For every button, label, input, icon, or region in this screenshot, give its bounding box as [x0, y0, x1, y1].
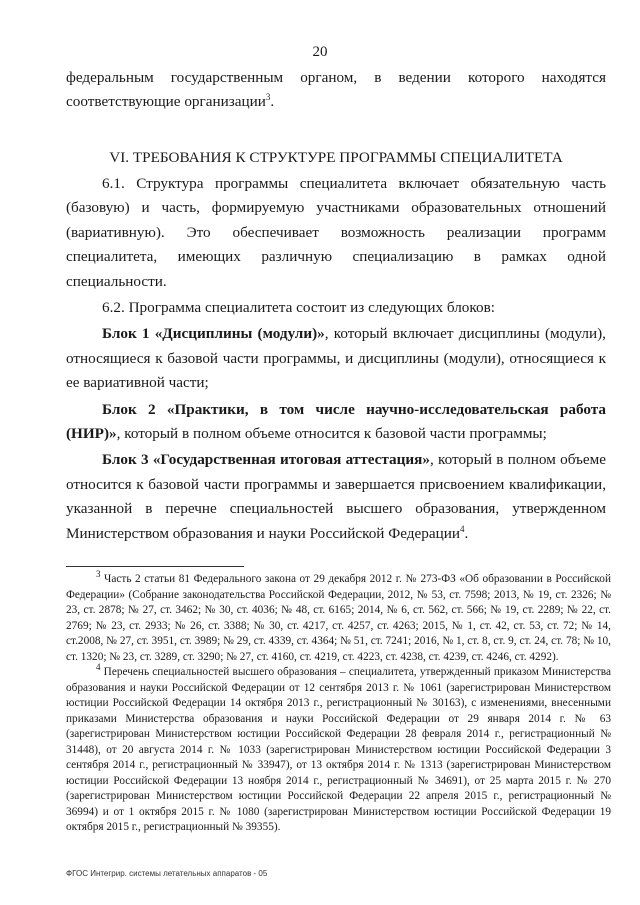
section-heading: VI. ТРЕБОВАНИЯ К СТРУКТУРЕ ПРОГРАММЫ СПЕЦИАЛИТЕТА: [109, 149, 563, 166]
block-1-title: Блок 1 «Дисциплины (модули)»: [102, 325, 325, 343]
main-body: [66, 172, 606, 546]
page-number: 20: [312, 44, 328, 60]
intro-line-2: [66, 90, 606, 114]
paragraph-6-1: 6.1. Структура программы специалитета включает обязательную часть (базовую) и часть, формируемую участниками образовательных отношений (вариативную). Это обеспечивает возможность реализации программ специалитета, имеющих различную специализацию в рамках одной специальности.: [66, 175, 606, 290]
block-3-title: Блок 3 «Государственная итоговая аттестация»: [102, 451, 430, 469]
intro-line-2-text: соответствующие организации: [66, 93, 266, 111]
intro-line-2-end: .: [270, 93, 275, 111]
intro-line-1: федеральным государственным органом, в ведении которого находятся: [66, 69, 606, 86]
block-1-paragraph: [66, 322, 606, 395]
footnote-divider: [66, 566, 244, 567]
footnote-ref-3[interactable]: 3: [265, 92, 271, 103]
footnotes: [66, 569, 611, 836]
footnote-3-mark: 3: [96, 569, 101, 580]
block-2-paragraph: [66, 398, 606, 447]
intro-paragraph: [66, 66, 606, 115]
footnote-3: [66, 569, 611, 665]
block-2-text: , который в полном объеме относится к базовой части программы;: [116, 425, 547, 443]
page-footer: ФГОС Интегрир. системы летательных аппаратов - 05: [66, 869, 268, 878]
block-3-paragraph: [66, 448, 606, 546]
block-2-title: Блок 2 «Практики, в том числе научно-исследовательская работа (НИР)»: [66, 400, 606, 443]
footnote-4-text: Перечень специальностей высшего образования – специалитета, утвержденный приказом Министерства образования и науки Российской Федерации от 12 сентября 2013 г. № 1061 (зарегистрирован Министерством юстиции Российской Федерации 14 октября 2013 г., регистрационный № 30163), с изменениями, внесенными приказами Министерства образования и науки Российской Федерации от 29 января 2014 г. № 63 (зарегистрирован Министерством юстиции Российской Федерации 28 февраля 2014 г., регистрационный № 31448), от 20 августа 2014 г. № 1033 (зарегистрирован Министерством юстиции Российской Федерации 3 сентября 2014 г., регистрационный № 33947), от 13 октября 2014 г. № 1313 (зарегистрирован Министерством юстиции Российской Федерации 13 ноября 2014 г., регистрационный № 34691), от 25 марта 2015 г. № 270 (зарегистрирован Министерством юстиции Российской Федерации 22 апреля 2015 г., регистрационный № 36994) и от 1 октября 2015 г. № 1080 (зарегистрирован Министерством юстиции Российской Федерации 19 октября 2015 г., регистрационный № 39355).: [66, 666, 611, 833]
paragraph-6-2: 6.2. Программа специалитета состоит из следующих блоков:: [102, 299, 495, 317]
footnote-ref-4[interactable]: 4: [459, 523, 465, 534]
block-3-end: .: [464, 524, 469, 542]
footnote-3-text: Часть 2 статьи 81 Федерального закона от 29 декабря 2012 г. № 273-ФЗ «Об образовании в Российской Федерации» (Собрание законодательства Российской Федерации, 2012, № 53, ст. 7598; 2013, № 19, ст. 2326; № 23, ст. 2878; № 27, ст. 3462; № 30, ст. 4036; № 48, ст. 6165; 2014, № 6, ст. 562, ст. 566; № 19, ст. 2289; № 22, ст. 2769; № 23, ст. 2933; № 26, ст. 3388; № 30, ст. 4217, ст. 4257, ст. 4263; 2015, № 1, ст. 42, ст. 53, ст. 72; № 14, ст.2008, № 27, ст. 3951, ст. 3989; № 29, ст. 4339, ст. 4364; № 51, ст. 7241; 2016, № 1, ст. 8, ст. 9, ст. 24, ст. 78; № 10, ст. 1320; № 23, ст. 3289, ст. 3290; № 27, ст. 4160, ст. 4219, ст. 4223, ст. 4238, ст. 4239, ст. 4246, ст. 4292).: [66, 573, 611, 663]
footnote-4: [66, 662, 611, 836]
block-1-text: , который включает дисциплины (модули), относящиеся к базовой части программы, и дисциплины (модули), относящиеся к ее вариативной части;: [66, 325, 606, 392]
block-3-text: , который в полном объеме относится к базовой части программы и завершается присвоением квалификации, указанной в перечне специальностей высшего образования, утвержденном Министерством образования и науки Российской Федерации: [66, 451, 606, 542]
footnote-4-mark: 4: [96, 662, 101, 673]
